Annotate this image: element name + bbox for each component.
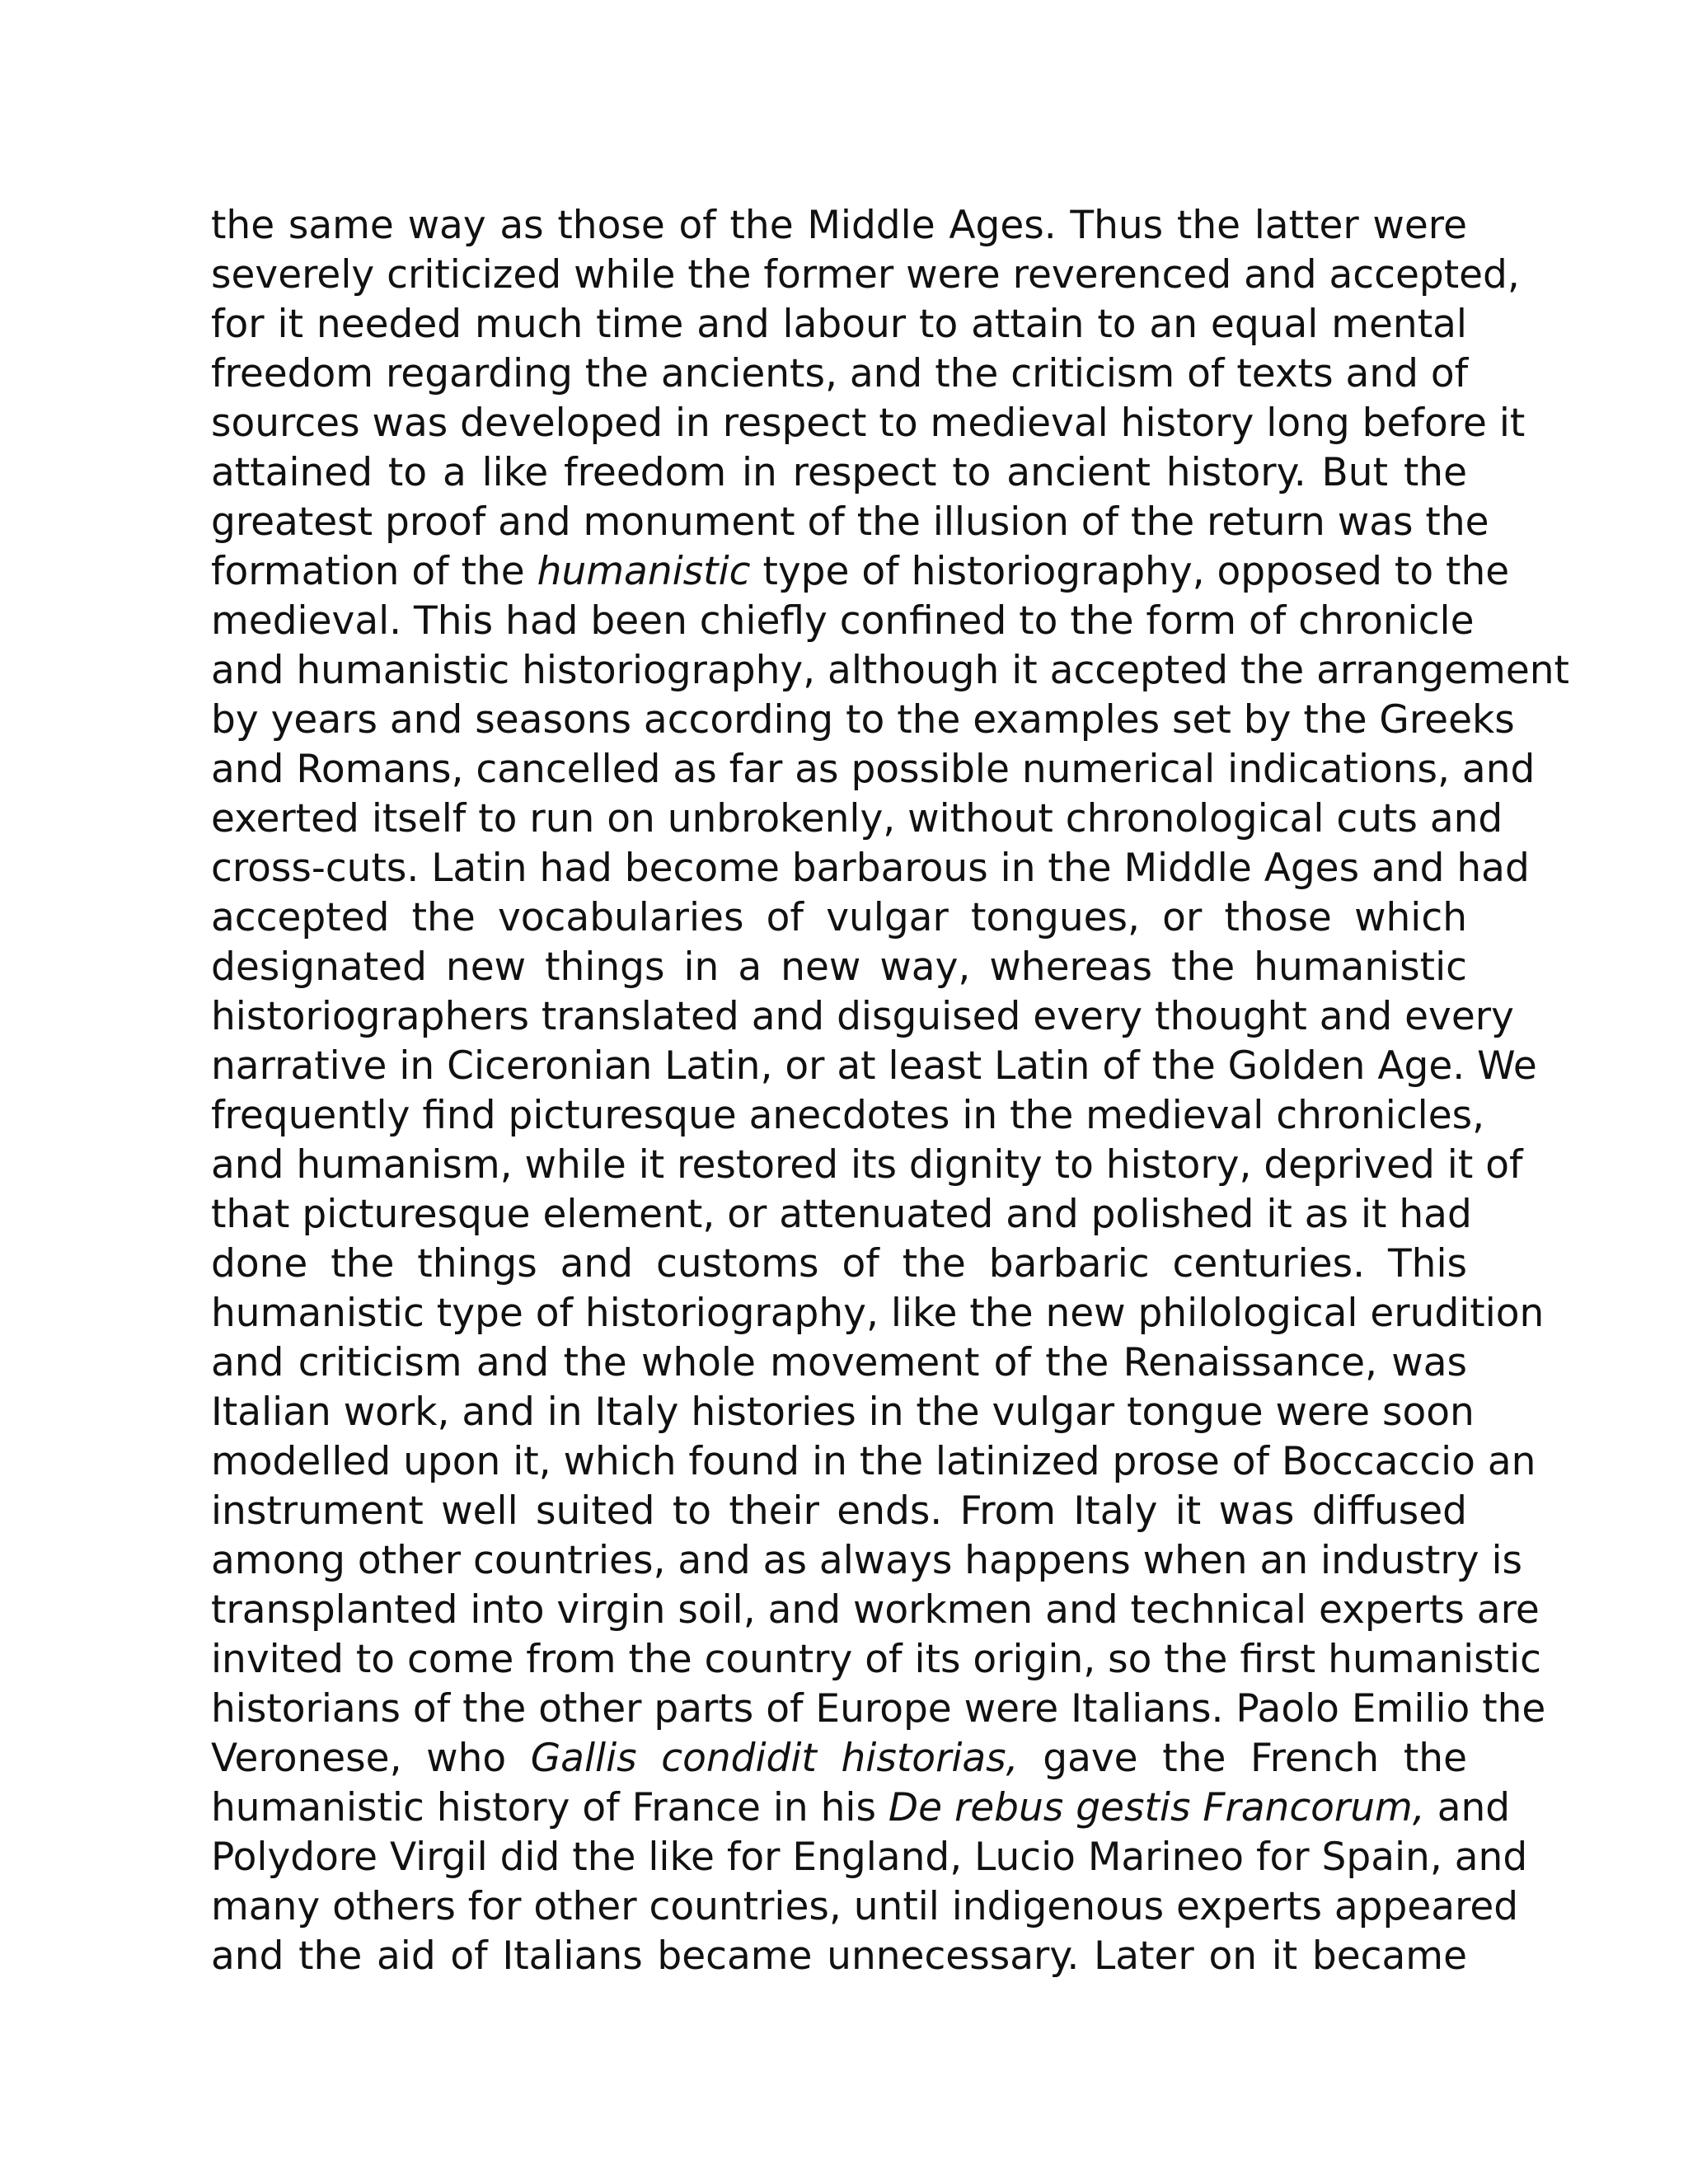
text-line	[211, 696, 1515, 745]
text-run: Polydore Virgil did the like for England, Lucio Marineo for Spain, and	[211, 1835, 1528, 1880]
text-run: and	[1424, 1785, 1511, 1830]
text-line	[211, 794, 1503, 844]
text-line	[211, 1882, 1519, 1932]
text-line	[211, 1437, 1536, 1487]
text-run: for it needed much time and labour to attain to an equal mental	[211, 302, 1467, 347]
text-run: attained to a like freedom in respect to ancient history. But the	[211, 450, 1467, 495]
text-line	[211, 1240, 1467, 1289]
text-line	[211, 992, 1514, 1042]
text-run: that picturesque element, or attenuated and polished it as it had	[211, 1192, 1472, 1237]
text-line	[211, 399, 1526, 448]
text-run: severely criticized while the former were reverenced and accepted,	[211, 252, 1520, 298]
text-run: and criticism and the whole movement of the Renaissance, was	[211, 1340, 1467, 1385]
text-run: sources was developed in respect to medieval history long before it	[211, 401, 1526, 446]
italic-text: De rebus gestis Francorum,	[888, 1785, 1425, 1830]
italic-text: humanistic	[537, 549, 751, 594]
text-line	[211, 1091, 1485, 1141]
italic-text: Gallis condidit historias,	[530, 1736, 1019, 1781]
text-run: Italian work, and in Italy histories in the vulgar tongue were soon	[211, 1390, 1475, 1435]
text-line	[211, 1487, 1467, 1536]
text-run: greatest proof and monument of the illusion of the return was the	[211, 499, 1489, 545]
text-run: Veronese, who	[211, 1736, 531, 1781]
text-run: and humanistic historiography, although it accepted the arrangement	[211, 648, 1569, 693]
text-run: modelled upon it, which found in the latinized prose of Boccaccio an	[211, 1439, 1536, 1484]
text-line	[211, 893, 1467, 943]
text-line	[211, 1586, 1540, 1635]
text-run: transplanted into virgin soil, and workmen and technical experts are	[211, 1587, 1540, 1633]
text-line	[211, 1783, 1511, 1833]
text-line	[211, 745, 1536, 794]
text-line	[211, 1536, 1523, 1586]
text-run: by years and seasons according to the examples set by the Greeks	[211, 697, 1515, 743]
text-run: frequently find picturesque anecdotes in the medieval chronicles,	[211, 1093, 1485, 1138]
text-run: type of historiography, opposed to the	[750, 549, 1510, 594]
text-line	[211, 251, 1520, 300]
text-run: accepted the vocabularies of vulgar tongues, or those which	[211, 895, 1467, 940]
text-line	[211, 448, 1467, 498]
text-line	[211, 1388, 1475, 1437]
text-run: humanistic history of France in his	[211, 1785, 889, 1830]
text-line	[211, 646, 1569, 696]
text-run: freedom regarding the ancients, and the criticism of texts and of	[211, 351, 1469, 396]
text-line	[211, 1338, 1467, 1388]
text-run: cross-cuts. Latin had become barbarous in the Middle Ages and had	[211, 846, 1530, 891]
text-run: designated new things in a new way, whereas the humanistic	[211, 944, 1467, 990]
text-line	[211, 1734, 1467, 1783]
text-run: narrative in Ciceronian Latin, or at least Latin of the Golden Age. We	[211, 1043, 1537, 1089]
text-line	[211, 201, 1467, 251]
text-line	[211, 943, 1467, 992]
text-line	[211, 1932, 1467, 1981]
text-run: invited to come from the country of its origin, so the first humanistic	[211, 1637, 1541, 1682]
text-run: instrument well suited to their ends. From Italy it was diffused	[211, 1488, 1467, 1534]
body-text	[211, 201, 1569, 1981]
text-line	[211, 349, 1467, 399]
text-run: the same way as those of the Middle Ages. Thus the latter were	[211, 203, 1467, 248]
text-line	[211, 1190, 1472, 1240]
text-run: many others for other countries, until indigenous experts appeared	[211, 1884, 1519, 1929]
text-line	[211, 597, 1475, 646]
text-run: among other countries, and as always happens when an industry is	[211, 1538, 1523, 1583]
text-run: and humanism, while it restored its dignity to history, deprived it of	[211, 1142, 1523, 1188]
text-line	[211, 1141, 1523, 1190]
text-run: historians of the other parts of Europe were Italians. Paolo Emilio the	[211, 1686, 1546, 1732]
text-line	[211, 498, 1489, 547]
text-run: done the things and customs of the barbaric centuries. This	[211, 1241, 1467, 1286]
text-run: formation of the	[211, 549, 537, 594]
text-line	[211, 1833, 1528, 1882]
text-run: historiographers translated and disguised every thought and every	[211, 994, 1514, 1039]
text-run: and the aid of Italians became unnecessary. Later on it became	[211, 1933, 1467, 1979]
text-line	[211, 1635, 1541, 1685]
text-line	[211, 300, 1467, 349]
text-line	[211, 547, 1510, 597]
text-run: humanistic type of historiography, like the new philological erudition	[211, 1291, 1545, 1336]
text-run: exerted itself to run on unbrokenly, without chronological cuts and	[211, 796, 1503, 841]
text-run: and Romans, cancelled as far as possible numerical indications, and	[211, 747, 1536, 792]
text-run: gave the French the	[1018, 1736, 1467, 1781]
text-line	[211, 1042, 1537, 1091]
text-line	[211, 1289, 1545, 1338]
text-line	[211, 1685, 1546, 1734]
text-run: medieval. This had been chiefly confined to the form of chronicle	[211, 598, 1475, 644]
text-line	[211, 844, 1530, 893]
